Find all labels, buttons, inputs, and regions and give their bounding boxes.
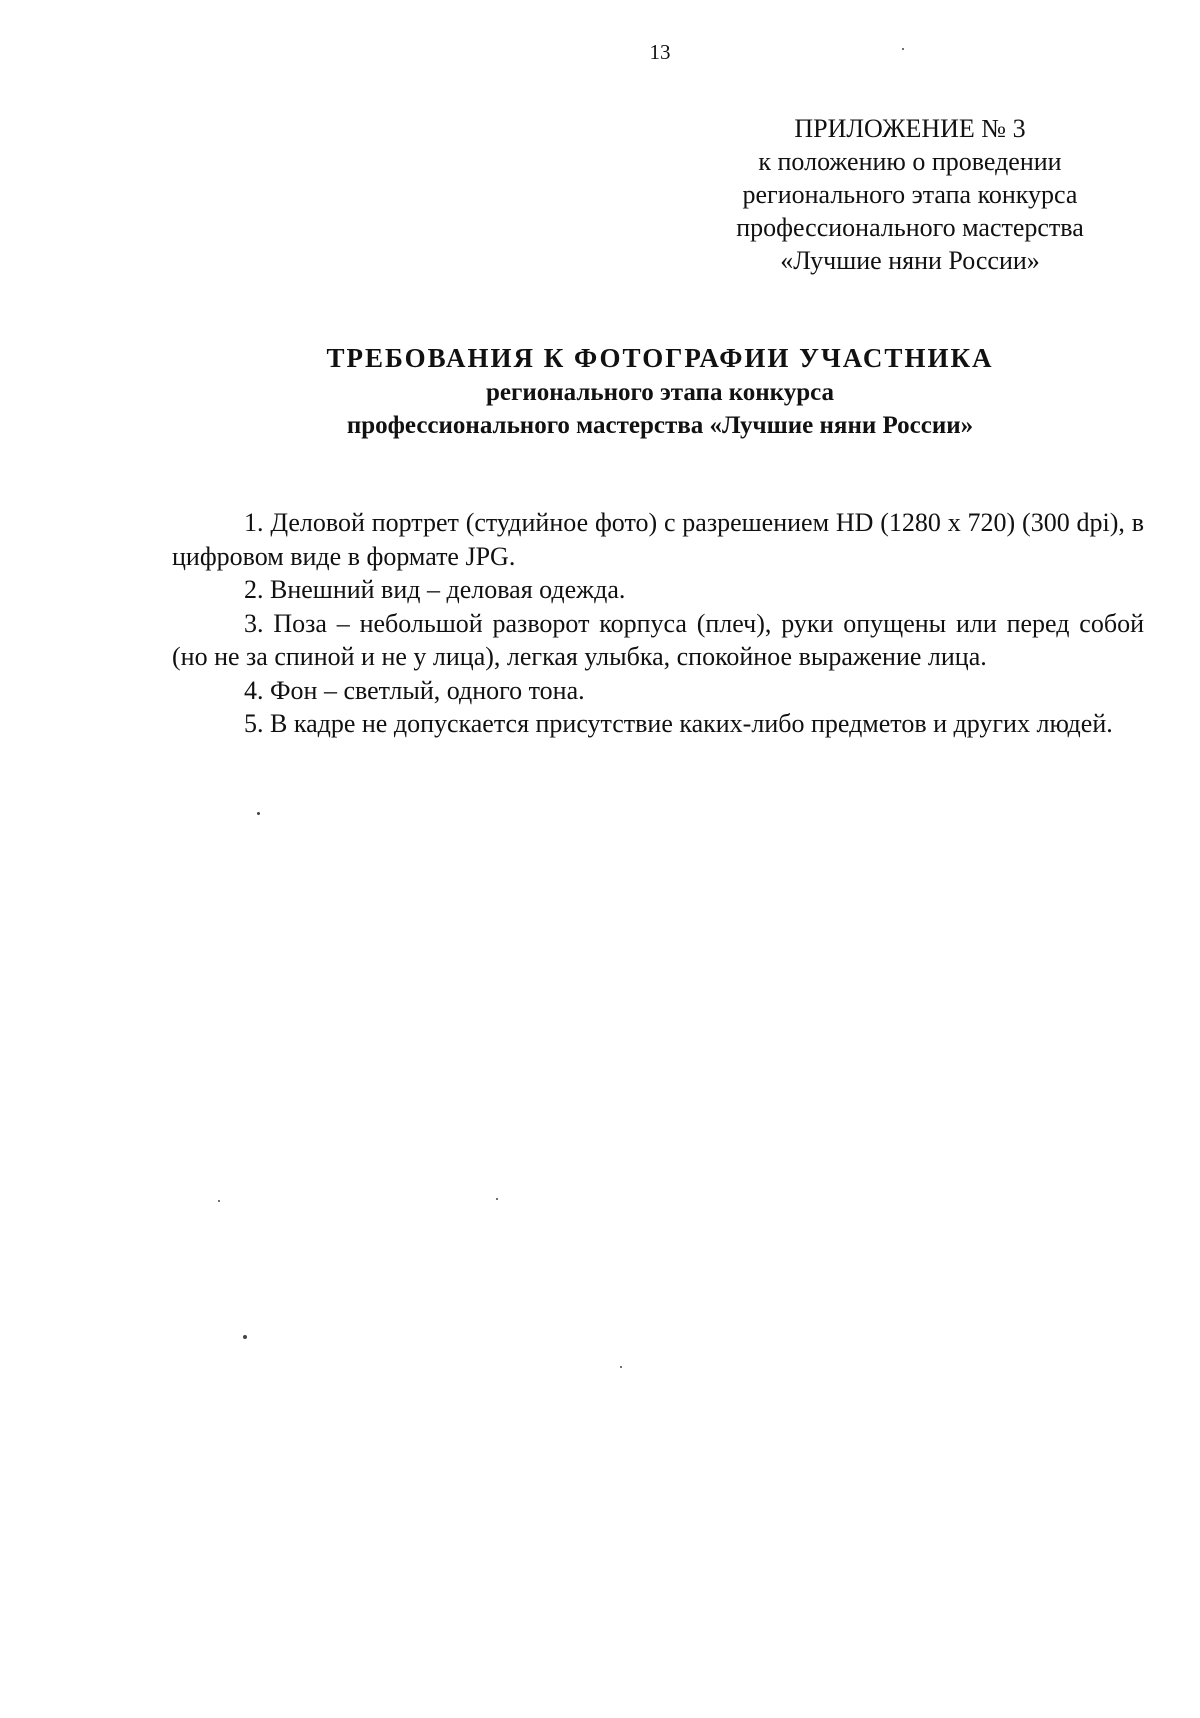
title-subtitle-1: регионального этапа конкурса bbox=[485, 379, 835, 406]
requirement-item: 4. Фон – светлый, одного тона. bbox=[244, 675, 585, 705]
scan-speck bbox=[902, 48, 904, 50]
requirement-item: 3. Поза – небольшой разворот корпуса (плеч), руки опущены или перед собой (но не за спиной и не у лица), легкая улыбка, спокойное выражение лица. bbox=[172, 608, 1144, 671]
page-number: 13 bbox=[649, 40, 671, 64]
title-subtitle-2: профессионального мастерства «Лучшие няни России» bbox=[346, 412, 974, 439]
appendix-line: ПРИЛОЖЕНИЕ № 3 bbox=[794, 114, 1026, 143]
scan-speck bbox=[620, 1366, 622, 1368]
scan-speck bbox=[496, 1198, 498, 1200]
requirement-item: 1. Деловой портрет (студийное фото) с разрешением HD (1280 x 720) (300 dpi), в цифровом виде в формате JPG. bbox=[172, 508, 1144, 571]
document-title bbox=[180, 340, 1140, 442]
appendix-line: регионального этапа конкурса bbox=[742, 180, 1078, 209]
requirement-item: 5. В кадре не допускается присутствие каких-либо предметов и других людей. bbox=[244, 709, 1113, 738]
scan-speck bbox=[243, 1335, 247, 1339]
requirement-item: 2. Внешний вид – деловая одежда. bbox=[244, 575, 626, 604]
scan-speck bbox=[218, 1200, 220, 1202]
scan-speck bbox=[257, 812, 260, 815]
appendix-line: профессионального мастерства bbox=[736, 213, 1084, 242]
appendix-line: «Лучшие няни России» bbox=[780, 246, 1040, 275]
title-main: ТРЕБОВАНИЯ К ФОТОГРАФИИ УЧАСТНИКА bbox=[326, 343, 994, 373]
requirements-list bbox=[172, 506, 1144, 741]
appendix-header bbox=[700, 112, 1120, 277]
appendix-line: к положению о проведении bbox=[758, 147, 1062, 176]
